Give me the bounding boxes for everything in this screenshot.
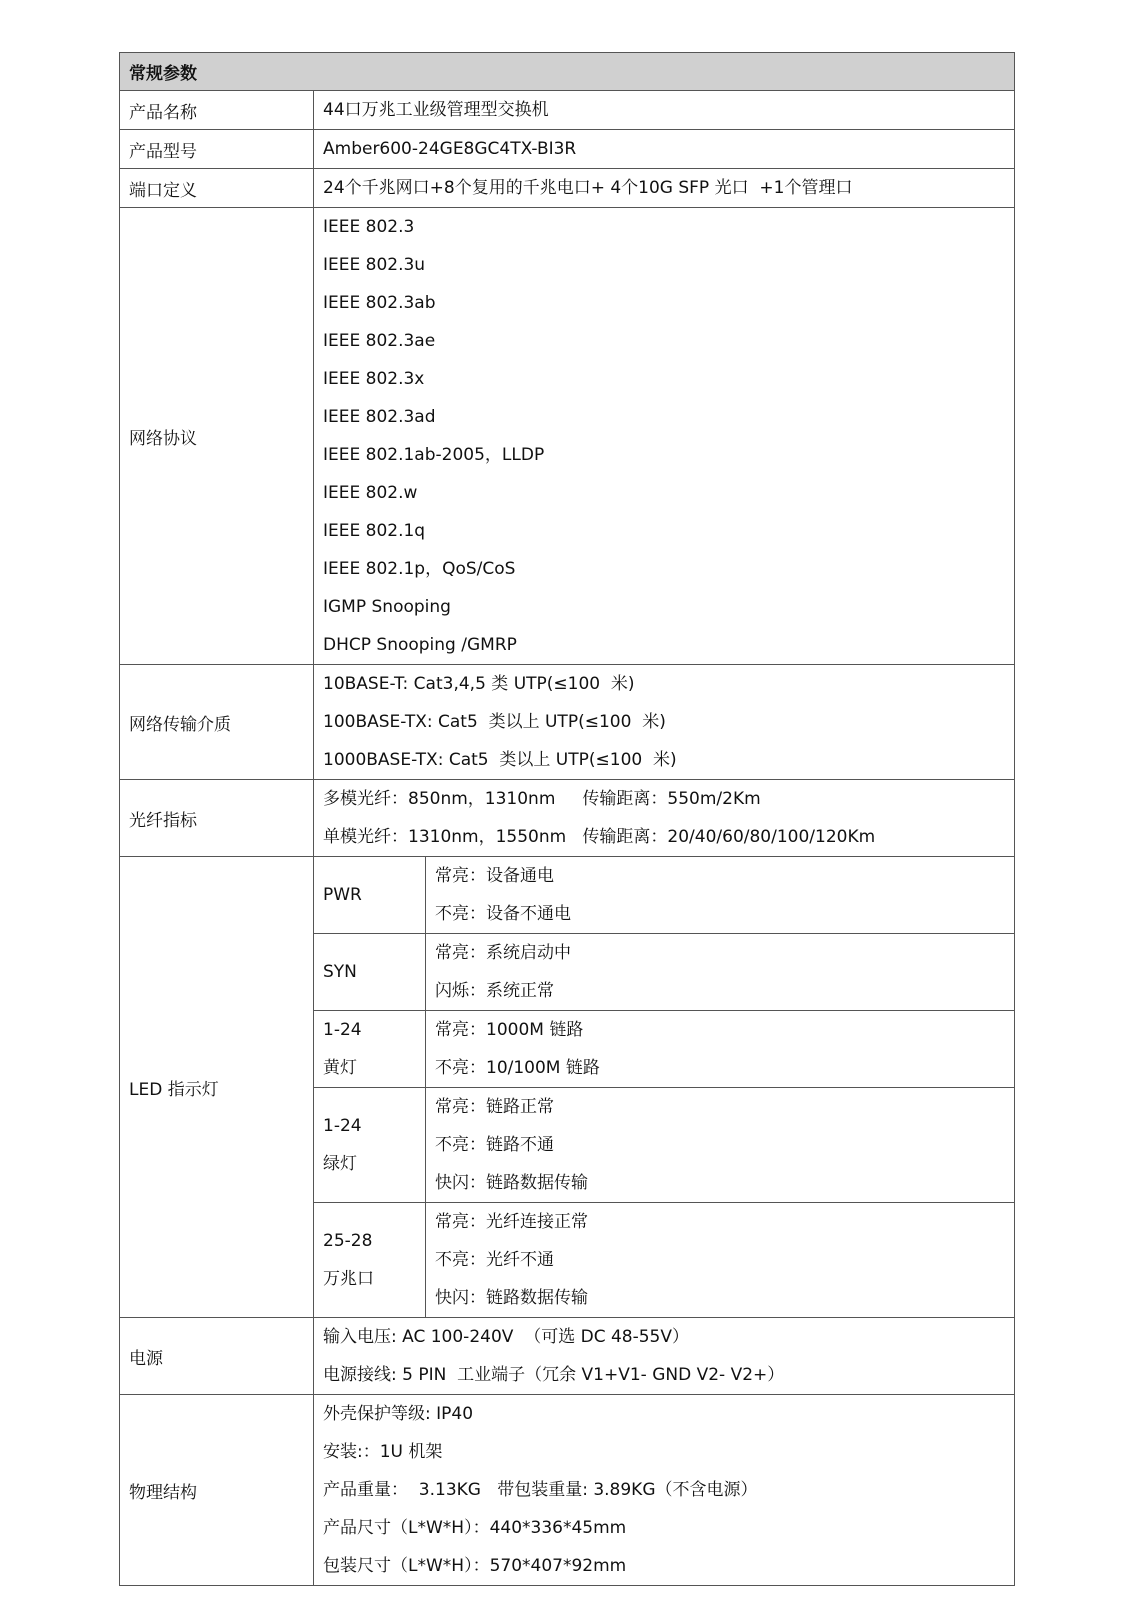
led-desc-line: 常亮：设备通电 — [435, 866, 554, 886]
led-desc-line: 快闪：链路数据传输 — [435, 1173, 588, 1193]
spec-line: IEEE 802.3x — [323, 369, 425, 389]
led-key — [314, 934, 426, 1011]
spec-label: 电源 — [120, 1318, 314, 1395]
led-key-line: 万兆口 — [323, 1269, 374, 1289]
spec-table — [119, 52, 1015, 1586]
table-heading: 常规参数 — [120, 53, 1015, 91]
led-desc-line: 不亮：10/100M 链路 — [435, 1058, 600, 1078]
spec-line: 44口万兆工业级管理型交换机 — [323, 100, 549, 120]
spec-label: 网络协议 — [120, 208, 314, 665]
led-desc-line: 不亮：光纤不通 — [435, 1250, 554, 1270]
led-row — [314, 934, 1014, 1011]
spec-line: 多模光纤：850nm，1310nm 传输距离：550m/2Km — [323, 789, 761, 809]
spec-label: 物理结构 — [120, 1395, 314, 1586]
spec-value — [314, 1395, 1015, 1586]
spec-line: 1000BASE-TX: Cat5 类以上 UTP(≤100 米) — [323, 750, 677, 770]
spec-line: 24个千兆网口+8个复用的千兆电口+ 4个10G SFP 光口 +1个管理口 — [323, 178, 853, 198]
spec-value — [314, 665, 1015, 780]
spec-value — [314, 130, 1015, 169]
spec-row — [120, 1318, 1015, 1395]
spec-value — [314, 1318, 1015, 1395]
spec-row — [120, 780, 1015, 857]
led-key-line: PWR — [323, 885, 362, 905]
led-table — [314, 857, 1014, 1317]
led-table-cell — [314, 857, 1015, 1318]
spec-value — [314, 780, 1015, 857]
led-key — [314, 1088, 426, 1203]
spec-line: IEEE 802.1q — [323, 521, 426, 541]
led-key-line: 黄灯 — [323, 1058, 357, 1078]
spec-line: IEEE 802.3ae — [323, 331, 436, 351]
spec-row — [120, 169, 1015, 208]
led-desc — [426, 857, 1015, 934]
led-desc — [426, 1011, 1015, 1088]
led-desc-line: 闪烁：系统正常 — [435, 981, 554, 1001]
spec-line: IEEE 802.3u — [323, 255, 426, 275]
spec-line: IEEE 802.1p，QoS/CoS — [323, 559, 516, 579]
spec-value — [314, 91, 1015, 130]
led-desc — [426, 1203, 1015, 1318]
led-key-line: 25-28 — [323, 1231, 373, 1251]
spec-label: LED 指示灯 — [120, 857, 314, 1318]
spec-line: 包装尺寸（L*W*H）：570*407*92mm — [323, 1556, 627, 1576]
led-key-line: 1-24 — [323, 1020, 362, 1040]
led-desc-line: 常亮：1000M 链路 — [435, 1020, 584, 1040]
led-key — [314, 1011, 426, 1088]
spec-line: IEEE 802.3ab — [323, 293, 436, 313]
led-key-line: 绿灯 — [323, 1154, 357, 1174]
spec-row — [120, 665, 1015, 780]
spec-line: 输入电压: AC 100-240V （可选 DC 48-55V） — [323, 1327, 689, 1347]
led-key — [314, 857, 426, 934]
led-desc-line: 快闪：链路数据传输 — [435, 1288, 588, 1308]
led-desc-line: 不亮：链路不通 — [435, 1135, 554, 1155]
spec-label: 光纤指标 — [120, 780, 314, 857]
led-desc-line: 常亮：系统启动中 — [435, 943, 571, 963]
spec-row — [120, 91, 1015, 130]
led-row — [314, 1088, 1014, 1203]
led-row — [314, 1203, 1014, 1318]
spec-line: IEEE 802.w — [323, 483, 418, 503]
spec-label: 产品型号 — [120, 130, 314, 169]
spec-line: IEEE 802.3 — [323, 217, 415, 237]
led-row — [314, 1011, 1014, 1088]
spec-line: Amber600-24GE8GC4TX-BI3R — [323, 139, 577, 159]
led-key-line: 1-24 — [323, 1116, 362, 1136]
led-desc — [426, 1088, 1015, 1203]
spec-line: IEEE 802.1ab-2005，LLDP — [323, 445, 545, 465]
spec-row — [120, 857, 1015, 1318]
spec-line: 安装:：1U 机架 — [323, 1442, 443, 1462]
spec-label: 端口定义 — [120, 169, 314, 208]
spec-line: 10BASE-T: Cat3,4,5 类 UTP(≤100 米) — [323, 674, 635, 694]
spec-line: 产品尺寸（L*W*H）：440*336*45mm — [323, 1518, 627, 1538]
led-desc-line: 常亮：光纤连接正常 — [435, 1212, 588, 1232]
spec-row — [120, 208, 1015, 665]
led-desc-line: 不亮：设备不通电 — [435, 904, 571, 924]
table-heading-row — [120, 53, 1015, 91]
spec-value — [314, 208, 1015, 665]
spec-line: DHCP Snooping /GMRP — [323, 635, 517, 655]
led-key-line: SYN — [323, 962, 357, 982]
spec-line: 100BASE-TX: Cat5 类以上 UTP(≤100 米) — [323, 712, 666, 732]
led-desc-line: 常亮：链路正常 — [435, 1097, 554, 1117]
led-key — [314, 1203, 426, 1318]
spec-value — [314, 169, 1015, 208]
spec-line: 产品重量： 3.13KG 带包装重量: 3.89KG（不含电源） — [323, 1480, 758, 1500]
spec-row — [120, 130, 1015, 169]
spec-line: 外壳保护等级: IP40 — [323, 1404, 474, 1424]
spec-label: 网络传输介质 — [120, 665, 314, 780]
spec-row — [120, 1395, 1015, 1586]
led-desc — [426, 934, 1015, 1011]
spec-line: 电源接线: 5 PIN 工业端子（冗余 V1+V1- GND V2- V2+） — [323, 1365, 785, 1385]
spec-label: 产品名称 — [120, 91, 314, 130]
spec-line: IGMP Snooping — [323, 597, 451, 617]
led-row — [314, 857, 1014, 934]
spec-line: 单模光纤：1310nm，1550nm 传输距离：20/40/60/80/100/120Km — [323, 827, 876, 847]
spec-line: IEEE 802.3ad — [323, 407, 436, 427]
